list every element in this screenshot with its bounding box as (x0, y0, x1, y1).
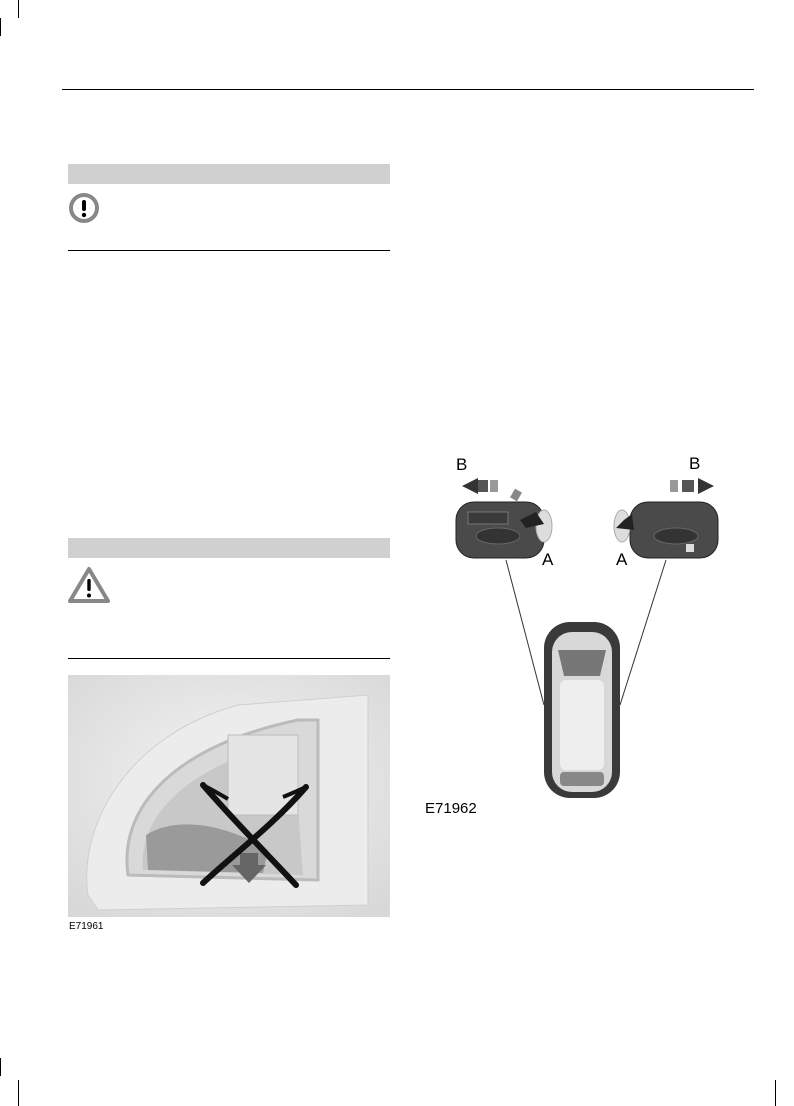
exclamation-circle-icon (69, 193, 101, 225)
crop-mark (18, 0, 19, 18)
notice-heading-bar (68, 164, 390, 184)
door-handle-illustration (68, 675, 390, 917)
figure-caption: E71962 (425, 800, 477, 817)
crop-mark (0, 1058, 1, 1076)
crop-mark (18, 1080, 19, 1106)
crop-mark (0, 18, 1, 36)
warning-heading-bar (68, 538, 390, 558)
label-b-right: B (689, 454, 701, 473)
warning-triangle-icon (68, 566, 110, 604)
warning-end-rule (68, 658, 390, 659)
crop-mark (775, 1080, 776, 1106)
key-lock-illustration (420, 450, 740, 800)
label-a-left: A (542, 550, 554, 569)
label-a-right: A (616, 550, 628, 569)
header-rule (62, 89, 754, 90)
notice-end-rule (68, 250, 390, 251)
figure-caption: E71961 (69, 921, 104, 932)
label-b-left: B (456, 455, 468, 474)
